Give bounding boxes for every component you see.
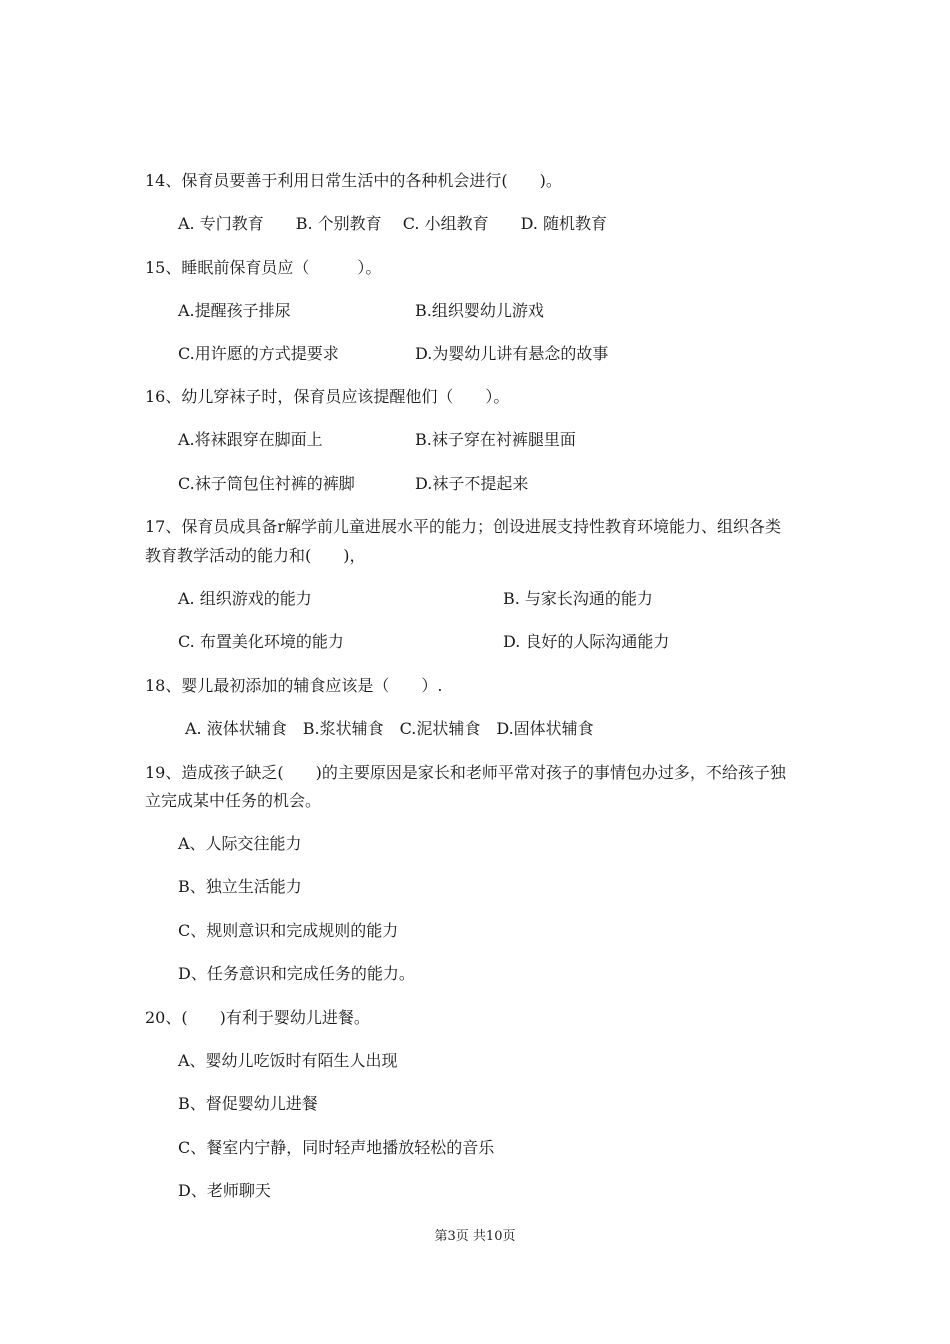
question-17-option-d: D. 良好的人际沟通能力 — [503, 632, 670, 651]
question-16-option-b: B.袜子穿在衬裤腿里面 — [415, 430, 576, 449]
question-15-option-d: D.为婴幼儿讲有悬念的故事 — [415, 344, 609, 363]
question-20-option-d: D、老师聊天 — [178, 1181, 271, 1200]
question-16-option-d: D.袜子不提起来 — [415, 474, 529, 493]
question-19-option-a: A、人际交往能力 — [178, 834, 302, 853]
question-17-stem-line-2: 教育教学活动的能力和( )， — [145, 546, 366, 565]
question-14-options: A. 专门教育 B. 个别教育 C. 小组教育 D. 随机教育 — [178, 214, 608, 233]
question-19-option-d: D、任务意识和完成任务的能力。 — [178, 964, 415, 983]
question-14-stem: 14、保育员要善于利用日常生活中的各种机会进行( )。 — [145, 171, 562, 190]
question-20-option-a: A、婴幼儿吃饭时有陌生人出现 — [178, 1051, 398, 1070]
question-19-stem-line-1: 19、造成孩子缺乏( )的主要原因是家长和老师平常对孩子的事情包办过多，不给孩子独 — [145, 763, 786, 782]
question-18-options: A. 液体状辅食 B.浆状辅食 C.泥状辅食 D.固体状辅食 — [185, 719, 594, 738]
question-17-option-c: C. 布置美化环境的能力 — [178, 632, 344, 651]
question-16-stem: 16、幼儿穿袜子时，保育员应该提醒他们（ ）。 — [145, 387, 510, 406]
question-17-option-b: B. 与家长沟通的能力 — [503, 589, 653, 608]
question-15-option-a: A.提醒孩子排尿 — [178, 301, 291, 320]
page-footer: 第3页 共10页 — [434, 1229, 516, 1244]
question-15-stem: 15、睡眠前保育员应（ ）。 — [145, 258, 382, 277]
question-17-option-a: A. 组织游戏的能力 — [178, 589, 312, 608]
question-15-option-c: C.用许愿的方式提要求 — [178, 344, 339, 363]
question-16-option-a: A.将袜跟穿在脚面上 — [178, 430, 323, 449]
question-19-stem-line-2: 立完成某中任务的机会。 — [145, 791, 322, 810]
question-19-option-b: B、独立生活能力 — [178, 877, 302, 896]
question-18-stem: 18、婴儿最初添加的辅食应该是（ ）. — [145, 676, 443, 695]
question-17-stem-line-1: 17、保育员成具备r解学前儿童进展水平的能力；创设进展支持性教育环境能力、组织各类 — [145, 517, 782, 536]
question-20-option-b: B、督促婴幼儿进餐 — [178, 1094, 318, 1113]
question-19-option-c: C、规则意识和完成规则的能力 — [178, 921, 399, 940]
question-20-stem: 20、( )有利于婴幼儿进餐。 — [145, 1008, 370, 1027]
question-16-option-c: C.袜子筒包住衬裤的裤脚 — [178, 474, 355, 493]
question-20-option-c: C、餐室内宁静，同时轻声地播放轻松的音乐 — [178, 1138, 495, 1157]
question-15-option-b: B.组织婴幼儿游戏 — [415, 301, 544, 320]
